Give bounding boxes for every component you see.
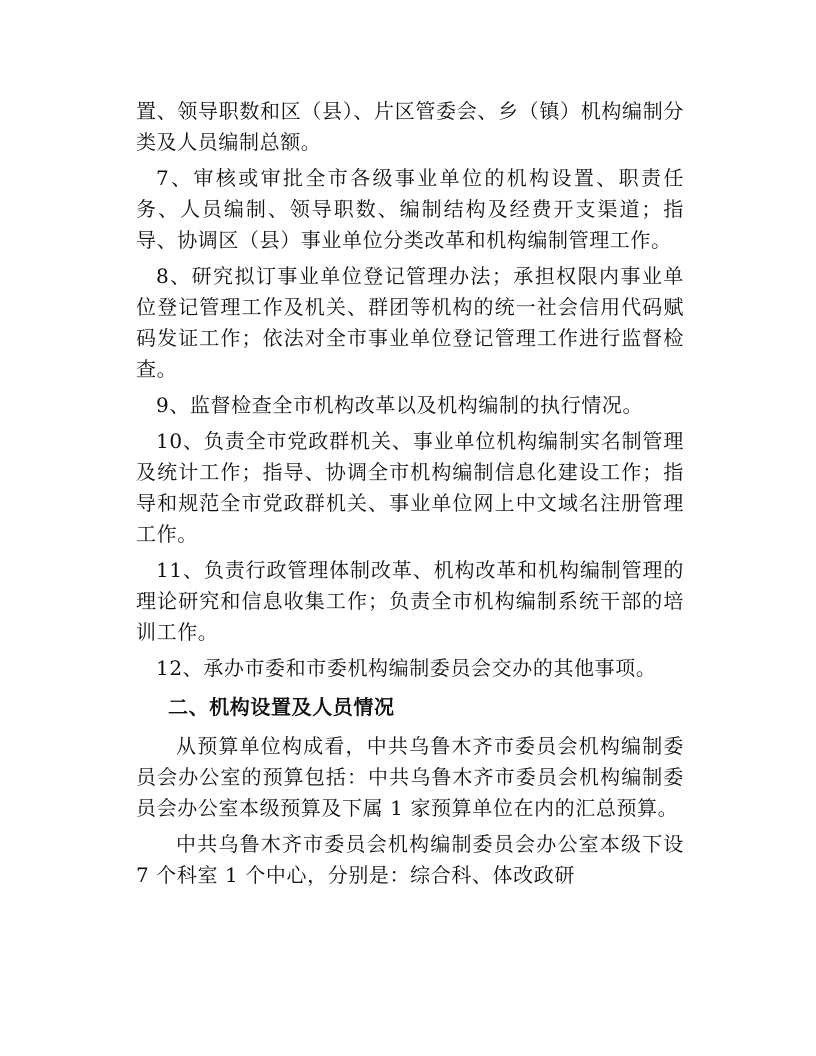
paragraph-departments: 中共乌鲁木齐市委员会机构编制委员会办公室本级下设 7 个科室 1 个中心，分别是：综合科、体改政研 <box>136 832 684 887</box>
paragraph-budget-composition: 从预算单位构成看，中共乌鲁木齐市委员会机构编制委员会办公室的预算包括：中共乌鲁木齐市委员会机构编制委员会办公室本级预算及下属 1 家预算单位在内的汇总预算。 <box>136 734 684 820</box>
paragraph-item-8: 8、研究拟订事业单位登记管理办法；承担权限内事业单位登记管理工作及机关、群团等机构的统一社会信用代码赋码发证工作；依法对全市事业单位登记管理工作进行监督检查。 <box>136 264 684 381</box>
paragraph-continuation: 置、领导职数和区（县）、片区管委会、乡（镇）机构编制分类及人员编制总额。 <box>136 99 684 154</box>
paragraph-item-10: 10、负责全市党政群机关、事业单位机构编制实名制管理及统计工作；指导、协调全市机构编制信息化建设工作；指导和规范全市党政群机关、事业单位网上中文域名注册管理工作。 <box>136 429 684 546</box>
paragraph-item-9: 9、监督检查全市机构改革以及机构编制的执行情况。 <box>156 393 644 417</box>
paragraph-item-12: 12、承办市委和市委机构编制委员会交办的其他事项。 <box>156 656 657 680</box>
section-heading: 二、机构设置及人员情况 <box>168 695 395 719</box>
paragraph-item-7: 7、审核或审批全市各级事业单位的机构设置、职责任务、人员编制、领导职数、编制结构及经费开支渠道；指导、协调区（县）事业单位分类改革和机构编制管理工作。 <box>136 166 684 252</box>
paragraph-item-11: 11、负责行政管理体制改革、机构改革和机构编制管理的理论研究和信息收集工作；负责全市机构编制系统干部的培训工作。 <box>136 558 684 644</box>
document-page <box>136 96 684 891</box>
